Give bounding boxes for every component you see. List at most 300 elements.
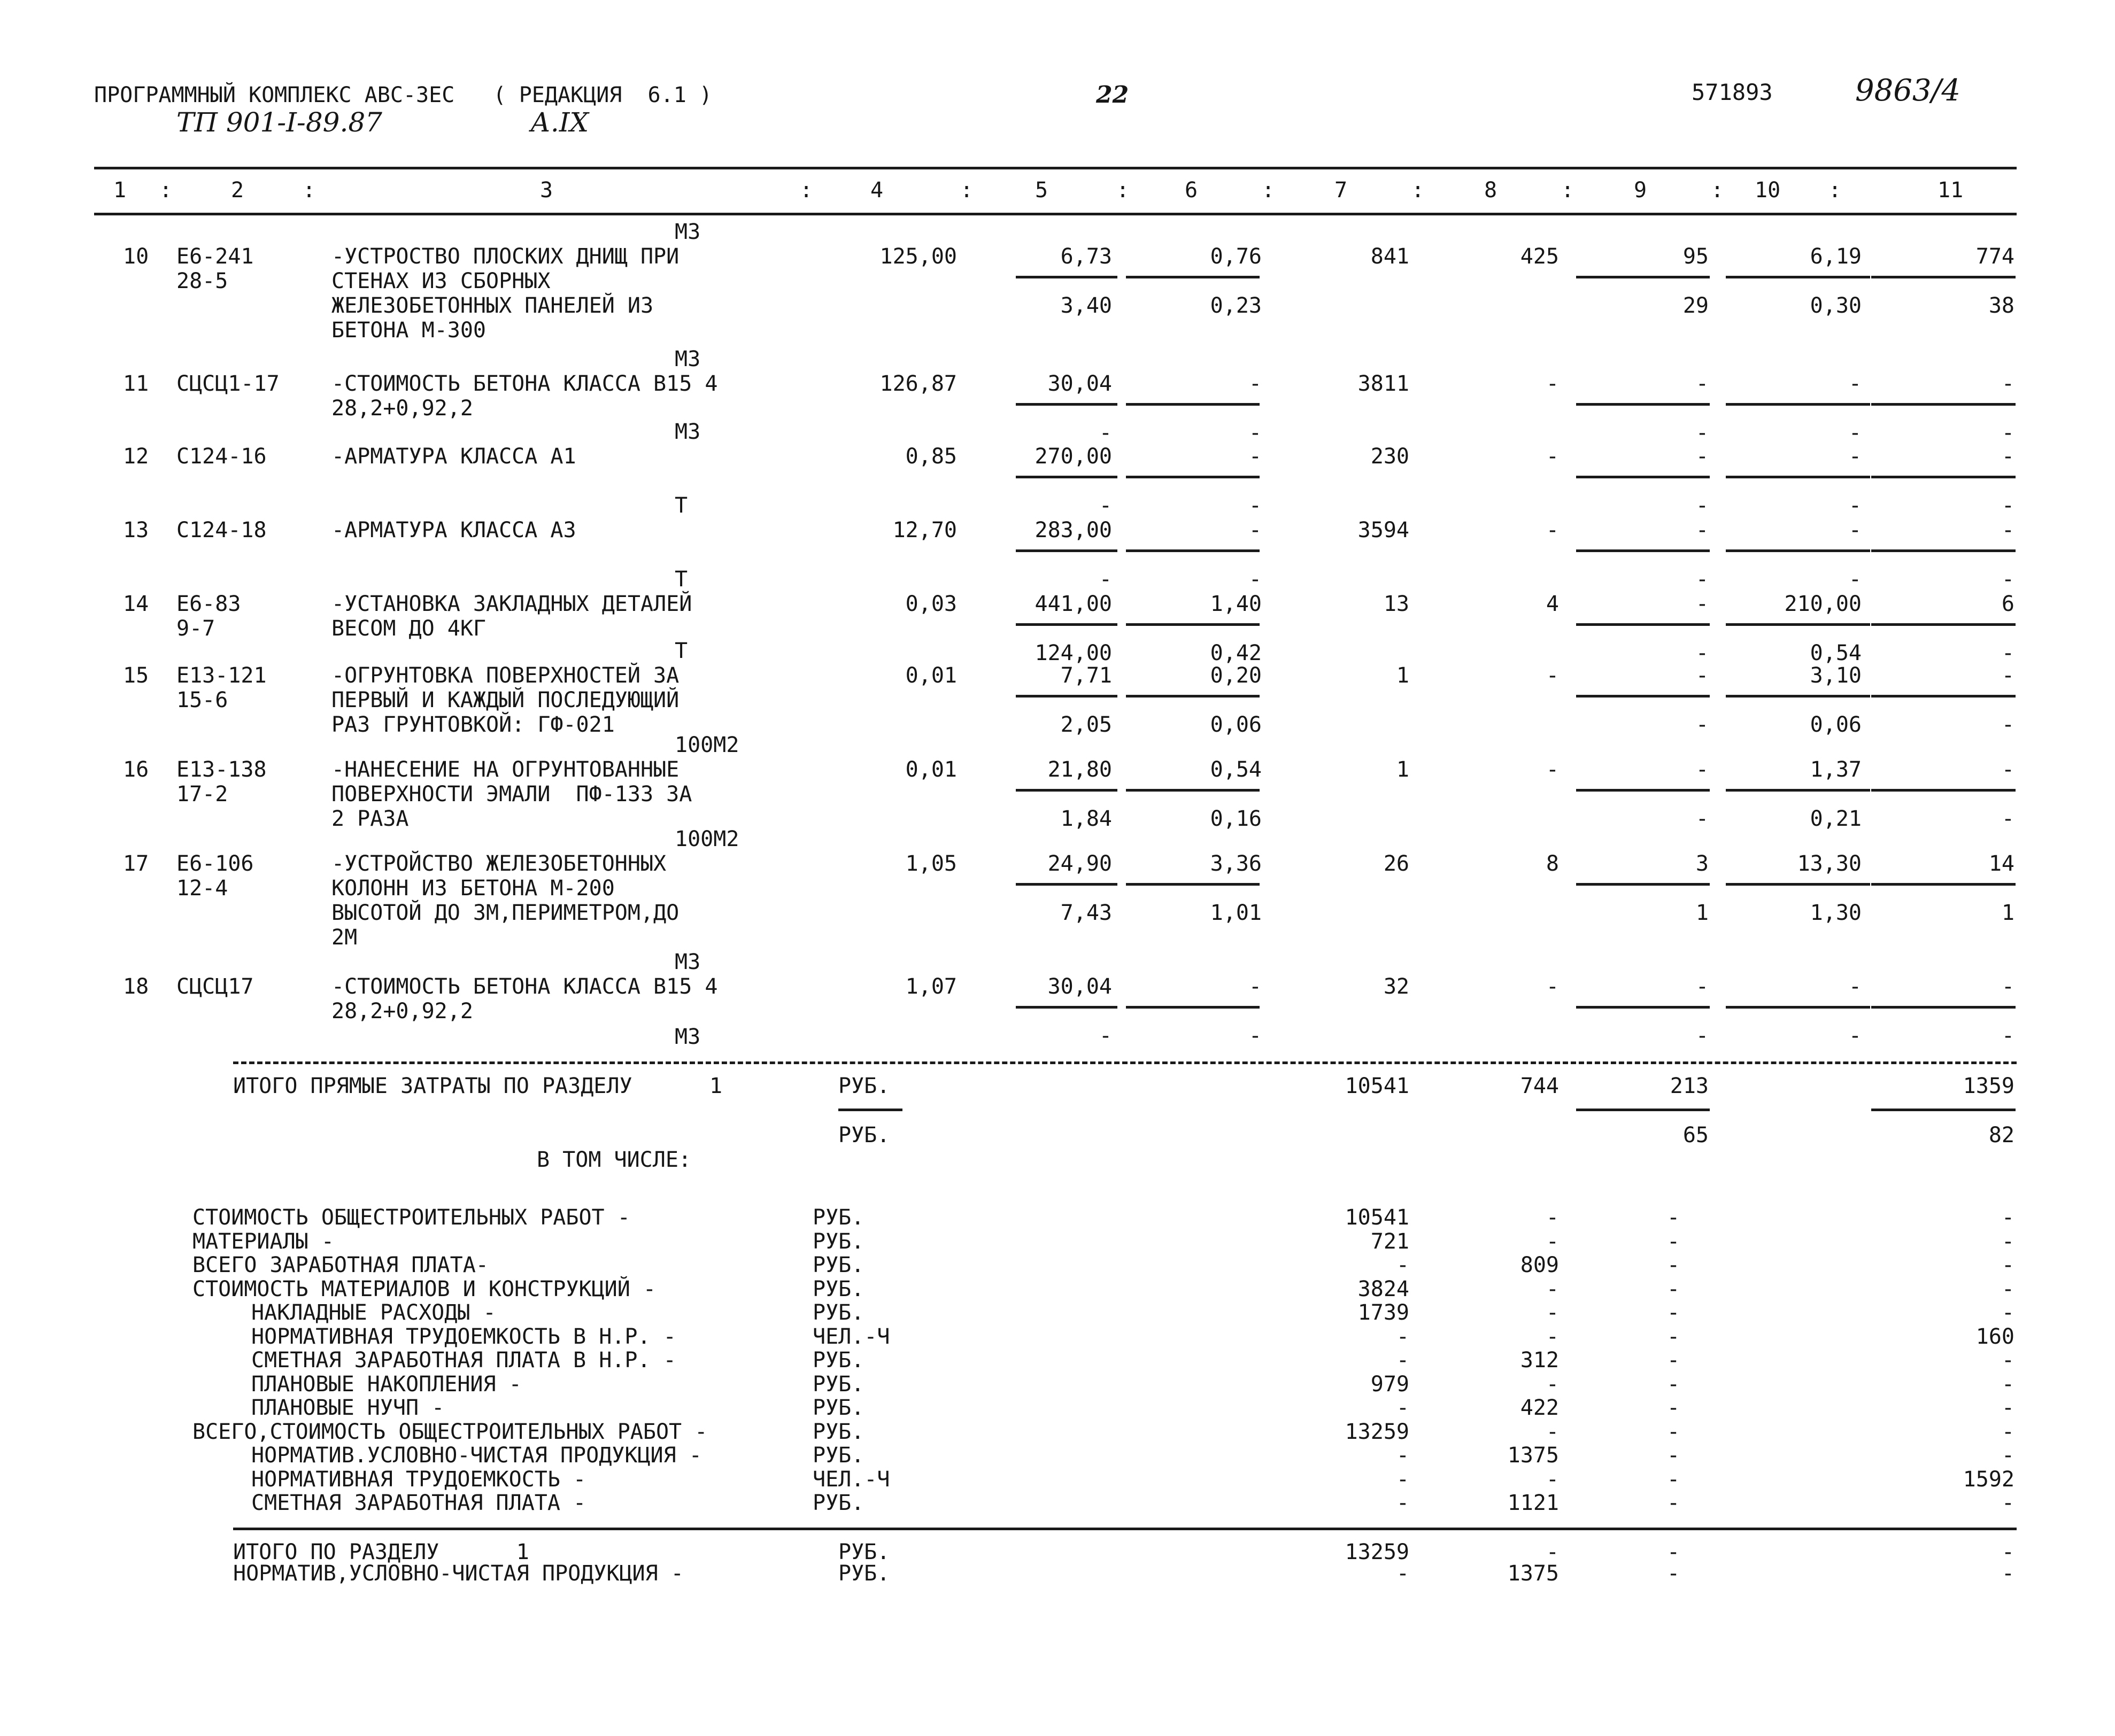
col-6-value: 0,54 bbox=[1210, 757, 1262, 782]
col-5-value: 21,80 bbox=[1047, 757, 1112, 782]
column-header-14: 8 bbox=[1484, 178, 1498, 203]
col-9-value: - bbox=[1695, 371, 1709, 396]
work-description: 2 РАЗА bbox=[331, 807, 409, 831]
quantity: 1,05 bbox=[905, 851, 957, 876]
col-9-secondary: - bbox=[1695, 641, 1709, 665]
col-6-value: 1,40 bbox=[1210, 592, 1262, 616]
col-11-divider bbox=[1871, 623, 2016, 626]
col-5-divider bbox=[1016, 403, 1117, 406]
col-9-secondary: 1 bbox=[1695, 901, 1709, 925]
col-11-secondary: - bbox=[2001, 493, 2014, 518]
col-9-value: 3 bbox=[1695, 851, 1709, 876]
quantity: 126,87 bbox=[879, 371, 957, 396]
col-10-divider bbox=[1726, 549, 1870, 552]
col-9-divider bbox=[1576, 549, 1710, 552]
final-col8: - bbox=[1546, 1540, 1559, 1564]
norm-code-sub: 17-2 bbox=[176, 782, 228, 807]
summary-col8: - bbox=[1546, 1467, 1559, 1492]
col-5-divider bbox=[1016, 623, 1117, 626]
unit-label: М3 bbox=[675, 950, 701, 974]
column-header-5: : bbox=[800, 178, 813, 203]
col-11-divider bbox=[1871, 476, 2016, 478]
col-7-value: 32 bbox=[1383, 974, 1409, 999]
col-8-value: - bbox=[1546, 444, 1559, 469]
col-6-secondary: 0,16 bbox=[1210, 807, 1262, 831]
col-10-secondary: 0,54 bbox=[1810, 641, 1862, 665]
col-11-divider bbox=[1871, 276, 2016, 278]
col-11-secondary: - bbox=[2001, 421, 2014, 445]
norm-code: С124-18 bbox=[176, 518, 267, 542]
summary-col8: 1375 bbox=[1507, 1443, 1559, 1468]
norm-code: СЦСЦ1-17 bbox=[176, 371, 280, 396]
col-9-divider bbox=[1576, 883, 1710, 886]
summary-unit: РУБ. bbox=[813, 1300, 864, 1325]
col-11-secondary: - bbox=[2001, 641, 2014, 665]
summary-col11: - bbox=[2001, 1277, 2014, 1301]
quantity: 0,01 bbox=[905, 757, 957, 782]
summary-label: ПЛАНОВЫЕ НАКОПЛЕНИЯ - bbox=[251, 1372, 522, 1397]
summary-label: СМЕТНАЯ ЗАРАБОТНАЯ ПЛАТА - bbox=[251, 1491, 586, 1515]
norm-code: Е6-241 bbox=[176, 244, 254, 269]
col-11-divider bbox=[1871, 1006, 2016, 1009]
summary-col8: 312 bbox=[1520, 1348, 1559, 1373]
summary-col11: - bbox=[2001, 1229, 2014, 1254]
norm-code: Е6-83 bbox=[176, 592, 241, 616]
col-5-value: 30,04 bbox=[1047, 371, 1112, 396]
summary-col11: 160 bbox=[1975, 1324, 2014, 1349]
col-6-divider bbox=[1126, 883, 1260, 886]
col-11-value: - bbox=[2001, 663, 2014, 688]
col-11-divider bbox=[1871, 789, 2016, 792]
summary-col11: - bbox=[2001, 1372, 2014, 1397]
col-6-secondary: - bbox=[1248, 1024, 1262, 1048]
summary-col11: - bbox=[2001, 1348, 2014, 1373]
col-10-secondary: - bbox=[1848, 567, 1862, 592]
final-col11: - bbox=[2001, 1561, 2014, 1586]
final-label: НОРМАТИВ,УСЛОВНО-ЧИСТАЯ ПРОДУКЦИЯ - bbox=[233, 1561, 684, 1586]
summary-col7: - bbox=[1396, 1324, 1409, 1349]
direct-costs-col11-b: 82 bbox=[1988, 1123, 2014, 1148]
col-7-value: 230 bbox=[1370, 444, 1409, 469]
col-10-divider bbox=[1726, 883, 1870, 886]
row-number: 10 bbox=[123, 244, 149, 269]
col-9-value: - bbox=[1695, 518, 1709, 542]
work-description: -УСТАНОВКА ЗАКЛАДНЫХ ДЕТАЛЕЙ bbox=[331, 592, 692, 616]
col-5-divider bbox=[1016, 695, 1117, 698]
summary-unit: РУБ. bbox=[813, 1229, 864, 1254]
col-9-divider bbox=[1576, 789, 1710, 792]
summary-label: СТОИМОСТЬ МАТЕРИАЛОВ И КОНСТРУКЦИЙ - bbox=[192, 1277, 656, 1301]
col-9-divider bbox=[1576, 476, 1710, 478]
col-6-value: 0,76 bbox=[1210, 244, 1262, 269]
col-11-divider bbox=[1871, 883, 2016, 886]
col-11-value: 14 bbox=[1988, 851, 2014, 876]
column-header-6: 4 bbox=[870, 178, 884, 203]
column-header-12: 7 bbox=[1334, 178, 1348, 203]
summary-col9: - bbox=[1666, 1443, 1680, 1468]
unit-label: Т bbox=[675, 639, 688, 663]
including-label: В ТОМ ЧИСЛЕ: bbox=[537, 1148, 691, 1172]
norm-code-sub: 9-7 bbox=[176, 616, 215, 641]
summary-col9: - bbox=[1666, 1372, 1680, 1397]
work-description: 28,2+0,92,2 bbox=[331, 396, 473, 421]
final-unit: РУБ. bbox=[838, 1561, 890, 1586]
col-11-divider bbox=[1871, 695, 2016, 698]
col-10-divider bbox=[1726, 623, 1870, 626]
quantity: 12,70 bbox=[892, 518, 957, 542]
work-description: -АРМАТУРА КЛАССА А1 bbox=[331, 444, 576, 469]
column-header-19: : bbox=[1828, 178, 1842, 203]
summary-label: МАТЕРИАЛЫ - bbox=[192, 1229, 334, 1254]
col-10-value: - bbox=[1848, 518, 1862, 542]
direct-costs-unit-2: РУБ. bbox=[838, 1123, 890, 1148]
summary-col9: - bbox=[1666, 1396, 1680, 1420]
col-11-value: - bbox=[2001, 974, 2014, 999]
col-9-divider bbox=[1576, 276, 1710, 278]
col-6-value: - bbox=[1248, 371, 1262, 396]
summary-label: ВСЕГО,СТОИМОСТЬ ОБЩЕСТРОИТЕЛЬНЫХ РАБОТ - bbox=[192, 1420, 708, 1444]
col-5-value: 24,90 bbox=[1047, 851, 1112, 876]
col-5-divider bbox=[1016, 789, 1117, 792]
col-10-value: 1,37 bbox=[1810, 757, 1862, 782]
col-5-value: 283,00 bbox=[1035, 518, 1112, 542]
col-8-value: - bbox=[1546, 974, 1559, 999]
col-6-value: - bbox=[1248, 974, 1262, 999]
norm-code-sub: 28-5 bbox=[176, 269, 228, 293]
col-9-divider bbox=[1576, 1006, 1710, 1009]
work-description: -УСТРОСТВО ПЛОСКИХ ДНИЩ ПРИ bbox=[331, 244, 680, 269]
summary-col11: - bbox=[2001, 1300, 2014, 1325]
col-11-divider bbox=[1871, 403, 2016, 406]
col-9-secondary: - bbox=[1695, 712, 1709, 737]
row-number: 17 bbox=[123, 851, 149, 876]
col-6-value: - bbox=[1248, 518, 1262, 542]
col-6-value: 3,36 bbox=[1210, 851, 1262, 876]
col-6-divider bbox=[1126, 276, 1260, 278]
summary-col8: - bbox=[1546, 1300, 1559, 1325]
last-unit-label: М3 bbox=[675, 1025, 701, 1049]
work-description: -ОГРУНТОВКА ПОВЕРХНОСТЕЙ ЗА bbox=[331, 663, 680, 688]
col-7-value: 1 bbox=[1396, 663, 1409, 688]
col-6-divider bbox=[1126, 695, 1260, 698]
norm-code: Е6-106 bbox=[176, 851, 254, 876]
work-description: 28,2+0,92,2 bbox=[331, 999, 473, 1024]
col-10-secondary: - bbox=[1848, 421, 1862, 445]
col-5-value: 270,00 bbox=[1035, 444, 1112, 469]
final-col9: - bbox=[1666, 1540, 1680, 1564]
col-6-secondary: 0,42 bbox=[1210, 641, 1262, 665]
unit-label: 100М2 bbox=[675, 733, 739, 757]
col-9-secondary: - bbox=[1695, 807, 1709, 831]
column-header-18: 10 bbox=[1755, 178, 1781, 203]
col-6-secondary: 0,23 bbox=[1210, 293, 1262, 318]
direct-costs-unit: РУБ. bbox=[838, 1074, 890, 1098]
direct-costs-label: ИТОГО ПРЯМЫЕ ЗАТРАТЫ ПО РАЗДЕЛУ 1 bbox=[233, 1074, 723, 1098]
col-5-secondary: 7,43 bbox=[1060, 901, 1112, 925]
document-code: 571893 bbox=[1692, 79, 1773, 105]
col-10-secondary: 0,30 bbox=[1810, 293, 1862, 318]
summary-unit: ЧЕЛ.-Ч bbox=[813, 1467, 890, 1492]
archive-number: 9863/4 bbox=[1855, 73, 1961, 108]
final-col11: - bbox=[2001, 1540, 2014, 1564]
row-number: 18 bbox=[123, 974, 149, 999]
column-header-2: 2 bbox=[231, 178, 244, 203]
col-10-secondary: 0,06 bbox=[1810, 712, 1862, 737]
col-11-secondary: - bbox=[2001, 567, 2014, 592]
summary-col8: - bbox=[1546, 1372, 1559, 1397]
norm-code: СЦСЦ17 bbox=[176, 974, 254, 999]
column-header-3: : bbox=[303, 178, 316, 203]
summary-col7: 1739 bbox=[1357, 1300, 1409, 1325]
col-10-value: - bbox=[1848, 444, 1862, 469]
col-9-value: - bbox=[1695, 974, 1709, 999]
col-9-secondary: - bbox=[1695, 421, 1709, 445]
col-10-value: 13,30 bbox=[1797, 851, 1862, 876]
summary-col11: - bbox=[2001, 1205, 2014, 1230]
col-11-value: 6 bbox=[2001, 592, 2014, 616]
header-bottom-rule bbox=[94, 213, 2017, 215]
direct-costs-col9-b: 65 bbox=[1682, 1123, 1709, 1148]
summary-unit: РУБ. bbox=[813, 1491, 864, 1515]
summary-unit: РУБ. bbox=[813, 1443, 864, 1468]
col-5-secondary: 2,05 bbox=[1060, 712, 1112, 737]
col-6-divider bbox=[1126, 623, 1260, 626]
col-11-value: 774 bbox=[1975, 244, 2014, 269]
summary-col9: - bbox=[1666, 1300, 1680, 1325]
summary-col8: - bbox=[1546, 1205, 1559, 1230]
page-number: 22 bbox=[1096, 81, 1129, 108]
summary-col7: 3824 bbox=[1357, 1277, 1409, 1301]
summary-col7: 979 bbox=[1370, 1372, 1409, 1397]
col-7-value: 841 bbox=[1370, 244, 1409, 269]
column-header-8: 5 bbox=[1035, 178, 1048, 203]
summary-col8: 809 bbox=[1520, 1253, 1559, 1277]
quantity: 0,85 bbox=[905, 444, 957, 469]
col-11-value: - bbox=[2001, 757, 2014, 782]
quantity: 1,07 bbox=[905, 974, 957, 999]
norm-code-sub: 15-6 bbox=[176, 688, 228, 712]
col-9-divider bbox=[1576, 403, 1710, 406]
col-9-divider bbox=[1576, 623, 1710, 626]
unit-label: М3 bbox=[675, 420, 701, 444]
summary-col9: - bbox=[1666, 1205, 1680, 1230]
col-5-secondary: 124,00 bbox=[1035, 641, 1112, 665]
col-6-secondary: - bbox=[1248, 567, 1262, 592]
summary-col7: 721 bbox=[1370, 1229, 1409, 1254]
summary-col9: - bbox=[1666, 1324, 1680, 1349]
work-description: СТЕНАХ ИЗ СБОРНЫХ bbox=[331, 269, 551, 293]
column-header-15: : bbox=[1561, 178, 1574, 203]
album-number: А.IX bbox=[530, 107, 589, 138]
col-11-value: - bbox=[2001, 444, 2014, 469]
work-description: -УСТРОЙСТВО ЖЕЛЕЗОБЕТОННЫХ bbox=[331, 851, 667, 876]
norm-code: С124-16 bbox=[176, 444, 267, 469]
summary-label: СТОИМОСТЬ ОБЩЕСТРОИТЕЛЬНЫХ РАБОТ - bbox=[192, 1205, 630, 1230]
summary-col9: - bbox=[1666, 1277, 1680, 1301]
unit-label: 100М2 bbox=[675, 827, 739, 851]
work-description: БЕТОНА М-300 bbox=[331, 318, 486, 343]
col-5-secondary: 1,84 bbox=[1060, 807, 1112, 831]
summary-unit: РУБ. bbox=[813, 1420, 864, 1444]
column-header-17: : bbox=[1711, 178, 1724, 203]
summary-col11: - bbox=[2001, 1443, 2014, 1468]
direct-costs-col7: 10541 bbox=[1345, 1074, 1409, 1098]
summary-col8: - bbox=[1546, 1420, 1559, 1444]
col-9-value: 95 bbox=[1682, 244, 1709, 269]
col-11-divider bbox=[1871, 549, 2016, 552]
summary-col9: - bbox=[1666, 1467, 1680, 1492]
summary-label: НАКЛАДНЫЕ РАСХОДЫ - bbox=[251, 1300, 496, 1325]
work-description: ВЕСОМ ДО 4КГ bbox=[331, 616, 486, 641]
summary-label: ВСЕГО ЗАРАБОТНАЯ ПЛАТА- bbox=[192, 1253, 489, 1277]
direct-costs-col11: 1359 bbox=[1963, 1074, 2014, 1098]
col-10-secondary: 0,21 bbox=[1810, 807, 1862, 831]
summary-label: СМЕТНАЯ ЗАРАБОТНАЯ ПЛАТА В Н.Р. - bbox=[251, 1348, 676, 1373]
col-9-divider bbox=[1576, 695, 1710, 698]
column-header-10: 6 bbox=[1185, 178, 1198, 203]
unit-label: М3 bbox=[675, 347, 701, 371]
col-7-value: 1 bbox=[1396, 757, 1409, 782]
column-header-0: 1 bbox=[113, 178, 127, 203]
summary-col11: - bbox=[2001, 1491, 2014, 1515]
summary-col7: - bbox=[1396, 1443, 1409, 1468]
col-9-value: - bbox=[1695, 663, 1709, 688]
col-8-value: 4 bbox=[1546, 592, 1559, 616]
totals-rule bbox=[233, 1061, 2017, 1064]
row-number: 13 bbox=[123, 518, 149, 542]
unit-label: М3 bbox=[675, 220, 701, 244]
col-9-secondary: 29 bbox=[1682, 293, 1709, 318]
work-description: -АРМАТУРА КЛАССА А3 bbox=[331, 518, 576, 542]
summary-unit: ЧЕЛ.-Ч bbox=[813, 1324, 890, 1349]
col-10-secondary: - bbox=[1848, 1024, 1862, 1048]
summary-col8: - bbox=[1546, 1229, 1559, 1254]
column-header-4: 3 bbox=[540, 178, 553, 203]
col-5-value: 30,04 bbox=[1047, 974, 1112, 999]
final-unit: РУБ. bbox=[838, 1540, 890, 1564]
summary-label: НОРМАТИВНАЯ ТРУДОЕМКОСТЬ В Н.Р. - bbox=[251, 1324, 676, 1349]
summary-unit: РУБ. bbox=[813, 1348, 864, 1373]
work-description: -СТОИМОСТЬ БЕТОНА КЛАССА В15 4 bbox=[331, 371, 718, 396]
summary-unit: РУБ. bbox=[813, 1253, 864, 1277]
work-description: КОЛОНН ИЗ БЕТОНА М-200 bbox=[331, 876, 615, 901]
col-10-value: - bbox=[1848, 974, 1862, 999]
final-col7: - bbox=[1396, 1561, 1409, 1586]
col-10-value: 6,19 bbox=[1810, 244, 1862, 269]
col-6-secondary: 0,06 bbox=[1210, 712, 1262, 737]
norm-code-sub: 12-4 bbox=[176, 876, 228, 901]
col-10-value: - bbox=[1848, 371, 1862, 396]
column-header-9: : bbox=[1116, 178, 1130, 203]
work-description: ВЫСОТОЙ ДО 3М,ПЕРИМЕТРОМ,ДО bbox=[331, 901, 680, 925]
col-9-secondary: - bbox=[1695, 1024, 1709, 1048]
col-5-divider bbox=[1016, 883, 1117, 886]
summary-col11: - bbox=[2001, 1253, 2014, 1277]
summary-col11: - bbox=[2001, 1396, 2014, 1420]
col-9-value: - bbox=[1695, 592, 1709, 616]
summary-col11: 1592 bbox=[1963, 1467, 2014, 1492]
col-11-secondary: 1 bbox=[2001, 901, 2014, 925]
col-9-secondary: - bbox=[1695, 567, 1709, 592]
col-10-divider bbox=[1726, 789, 1870, 792]
col-10-divider bbox=[1726, 1006, 1870, 1009]
direct-costs-col8: 744 bbox=[1520, 1074, 1559, 1098]
col-10-divider bbox=[1726, 476, 1870, 478]
summary-label: НОРМАТИВ.УСЛОВНО-ЧИСТАЯ ПРОДУКЦИЯ - bbox=[251, 1443, 702, 1468]
work-description: ЖЕЛЕЗОБЕТОННЫХ ПАНЕЛЕЙ ИЗ bbox=[331, 293, 654, 318]
summary-col7: - bbox=[1396, 1396, 1409, 1420]
col-5-divider bbox=[1016, 476, 1117, 478]
summary-col7: - bbox=[1396, 1491, 1409, 1515]
col-11-secondary: - bbox=[2001, 712, 2014, 737]
col-7-value: 13 bbox=[1383, 592, 1409, 616]
col-6-divider bbox=[1126, 476, 1260, 478]
summary-unit: РУБ. bbox=[813, 1396, 864, 1420]
col-9-value: - bbox=[1695, 444, 1709, 469]
col-6-divider bbox=[1126, 403, 1260, 406]
work-description: 2М bbox=[331, 925, 358, 950]
final-label: ИТОГО ПО РАЗДЕЛУ 1 bbox=[233, 1540, 529, 1564]
final-col8: 1375 bbox=[1507, 1561, 1559, 1586]
direct-costs-col9: 213 bbox=[1670, 1074, 1709, 1098]
work-description: -СТОИМОСТЬ БЕТОНА КЛАССА В15 4 bbox=[331, 974, 718, 999]
col-8-value: - bbox=[1546, 518, 1559, 542]
final-col7: 13259 bbox=[1345, 1540, 1409, 1564]
col-8-value: - bbox=[1546, 371, 1559, 396]
row-number: 16 bbox=[123, 757, 149, 782]
summary-unit: РУБ. bbox=[813, 1205, 864, 1230]
summary-label: ПЛАНОВЫЕ НУЧП - bbox=[251, 1396, 445, 1420]
col-6-value: 0,20 bbox=[1210, 663, 1262, 688]
column-header-20: 11 bbox=[1938, 178, 1964, 203]
col-8-value: - bbox=[1546, 757, 1559, 782]
quantity: 125,00 bbox=[879, 244, 957, 269]
row-number: 15 bbox=[123, 663, 149, 688]
col-11-secondary: - bbox=[2001, 807, 2014, 831]
quantity: 0,03 bbox=[905, 592, 957, 616]
col-5-secondary: 3,40 bbox=[1060, 293, 1112, 318]
summary-col8: 1121 bbox=[1507, 1491, 1559, 1515]
final-col9: - bbox=[1666, 1561, 1680, 1586]
col-10-secondary: - bbox=[1848, 493, 1862, 518]
col-5-value: 6,73 bbox=[1060, 244, 1112, 269]
quantity: 0,01 bbox=[905, 663, 957, 688]
col-5-value: 7,71 bbox=[1060, 663, 1112, 688]
summary-col7: 13259 bbox=[1345, 1420, 1409, 1444]
summary-unit: РУБ. bbox=[813, 1277, 864, 1301]
summary-col7: - bbox=[1396, 1467, 1409, 1492]
col-6-divider bbox=[1126, 789, 1260, 792]
col-9-value: - bbox=[1695, 757, 1709, 782]
work-description: -НАНЕСЕНИЕ НА ОГРУНТОВАННЫЕ bbox=[331, 757, 680, 782]
col-5-secondary: - bbox=[1099, 493, 1112, 518]
col-6-divider bbox=[1126, 1006, 1260, 1009]
summary-col8: - bbox=[1546, 1324, 1559, 1349]
work-description: ПОВЕРХНОСТИ ЭМАЛИ ПФ-133 ЗА bbox=[331, 782, 692, 807]
totals-unit-rule bbox=[838, 1109, 902, 1111]
column-header-11: : bbox=[1262, 178, 1275, 203]
summary-unit: РУБ. bbox=[813, 1372, 864, 1397]
row-number: 12 bbox=[123, 444, 149, 469]
summary-col9: - bbox=[1666, 1491, 1680, 1515]
col-5-secondary: - bbox=[1099, 1024, 1112, 1048]
summary-col7: - bbox=[1396, 1253, 1409, 1277]
col-6-secondary: 1,01 bbox=[1210, 901, 1262, 925]
col-6-secondary: - bbox=[1248, 421, 1262, 445]
col-9-secondary: - bbox=[1695, 493, 1709, 518]
col-5-divider bbox=[1016, 276, 1117, 278]
summary-col11: - bbox=[2001, 1420, 2014, 1444]
